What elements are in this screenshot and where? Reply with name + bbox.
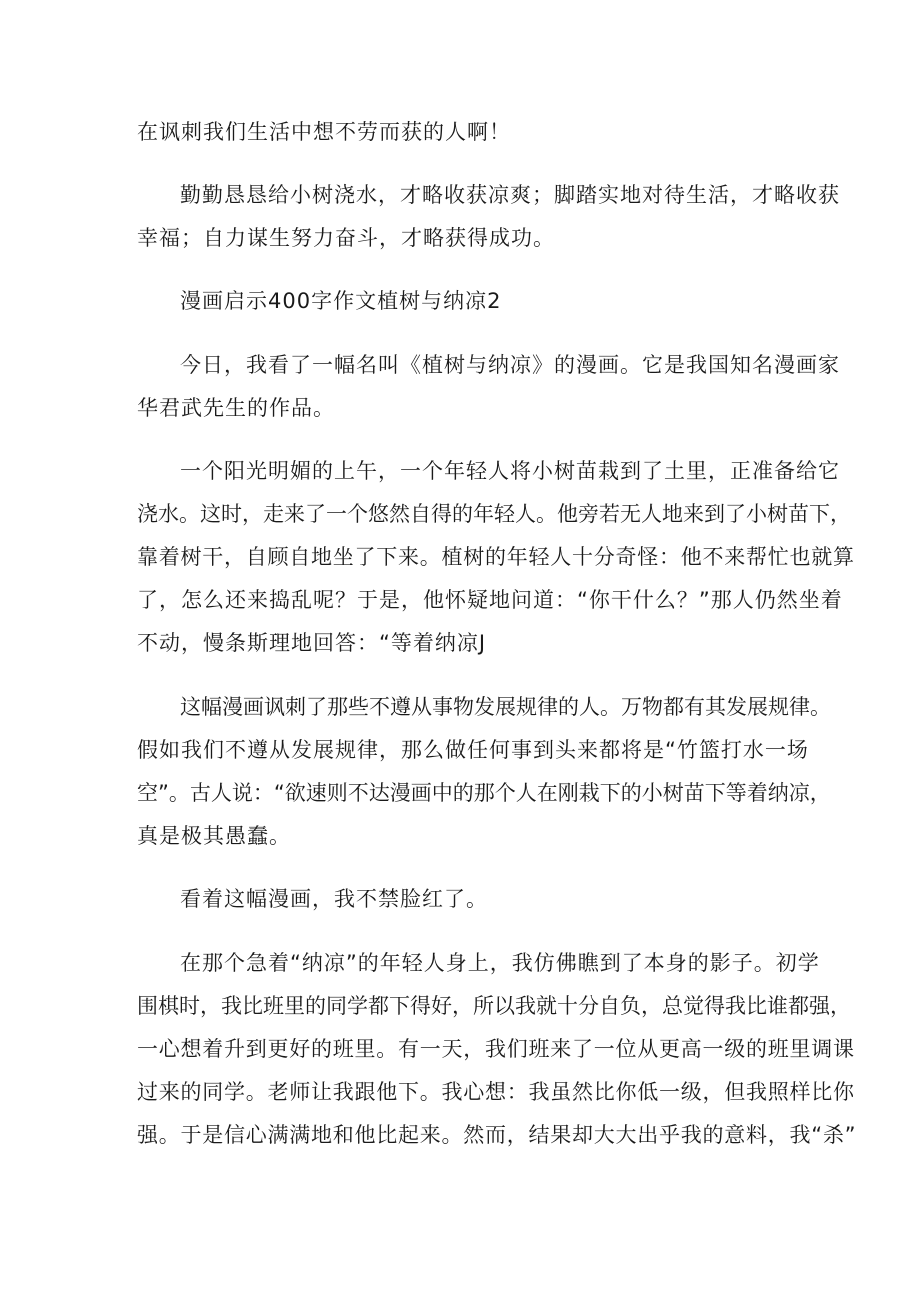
text-line: 假如我们不遵从发展规律，那么做任何事到头来都将是“竹篮打水一场 <box>137 738 809 762</box>
text-line: 幸福；自力谋生努力奋斗，才略获得成功。 <box>137 226 555 250</box>
text-line: 真是极其愚蠢。 <box>137 824 291 848</box>
text-line: 在讽刺我们生活中想不劳而获的人啊！ <box>137 120 511 144</box>
text-line: 不动，慢条斯理地回答：“等着纳凉J <box>137 631 487 655</box>
section-heading: 漫画启示400字作文植树与纳凉2 <box>180 289 502 313</box>
text-line: 华君武先生的作品。 <box>137 396 335 420</box>
text-line: 今日，我看了一幅名叫《植树与纳凉》的漫画。它是我国知名漫画家 <box>180 353 840 377</box>
text-line: 勤勤恳恳给小树浇水，才略收获凉爽；脚踏实地对待生活，才略收获 <box>180 183 840 207</box>
text-line: 在那个急着“纳凉”的年轻人身上，我仿佛瞧到了本身的影子。初学 <box>180 951 820 975</box>
text-line: 浇水。这时，走来了一个悠然自得的年轻人。他旁若无人地来到了小树苗下， <box>137 502 851 526</box>
text-line: 这幅漫画讽刺了那些不遵从事物发展规律的人。万物都有其发展规律。 <box>180 695 831 719</box>
text-line: 了，怎么还来捣乱呢？于是，他怀疑地问道：“你干什么？”那人仍然坐着 <box>137 588 843 612</box>
text-line: 靠着树干，自顾自地坐了下来。植树的年轻人十分奇怪：他不来帮忙也就算 <box>137 545 855 569</box>
text-line: 空”。古人说：“欲速则不达漫画中的那个人在刚栽下的小树苗下等着纳凉， <box>137 781 831 805</box>
text-line: 一个阳光明媚的上午，一个年轻人将小树苗栽到了土里，正准备给它 <box>180 459 840 483</box>
text-line: 看着这幅漫画，我不禁脸红了。 <box>180 887 488 911</box>
text-line: 强。于是信心满满地和他比起来。然而，结果却大大出乎我的意料，我“杀” <box>137 1123 857 1147</box>
text-line: 过来的同学。老师让我跟他下。我心想：我虽然比你低一级，但我照样比你 <box>137 1080 855 1104</box>
text-line: 一心想着升到更好的班里。有一天，我们班来了一位从更高一级的班里调课 <box>137 1037 855 1061</box>
text-line: 围棋时，我比班里的同学都下得好，所以我就十分自负，总觉得我比谁都强， <box>137 994 851 1018</box>
